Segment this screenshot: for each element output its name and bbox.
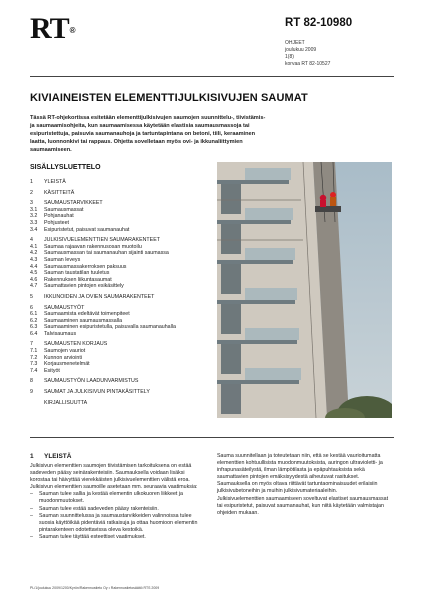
bullet-text: Sauman tulee sallia ja kestää elementin ulkokuoren liikkeet ja muodonmuutokset. bbox=[39, 491, 183, 505]
toc-item-label: Esityöt bbox=[44, 367, 60, 374]
rt-logo bbox=[30, 14, 75, 44]
toc-item bbox=[30, 213, 230, 220]
lead-paragraph: Tässä RT-ohjekortissa esitetään elementtijulkisivujen saumojen suunnittelu-, tiivistämis- ja saumaamisohjeita, kun saumaamisessa käytetään elastisia saumausmassoja tai esipuristettuja, paisuvia saumanauhoja ja tartuntapintana on betoni, tiili, keraaminen laatta, luonnonkivi tai rappaus. Ohjetta sovelletaan myös ovi- ja ikkunaliittymien saumaamiseen. bbox=[30, 115, 266, 153]
toc-item-label: SAUMAUSTARVIKKEET bbox=[44, 200, 103, 207]
toc-item-number: 6 bbox=[30, 304, 33, 311]
toc-item bbox=[30, 277, 230, 284]
header-divider bbox=[30, 76, 394, 77]
toc-item-number: 3 bbox=[30, 200, 33, 207]
toc-item-number: 4.7 bbox=[30, 283, 38, 290]
toc-item bbox=[30, 311, 230, 318]
toc-item-number: 4.1 bbox=[30, 243, 38, 250]
section-number: 1 bbox=[30, 453, 34, 460]
toc-item bbox=[30, 400, 230, 407]
toc-item-number: 7.2 bbox=[30, 354, 38, 361]
toc-item bbox=[30, 207, 230, 214]
toc-item-label: Sauman leveys bbox=[44, 256, 81, 263]
toc-item-label: Saumattavien pintojen esikäsittely bbox=[44, 283, 124, 290]
toc-item bbox=[30, 179, 230, 186]
toc-item-label: YLEISTÄ bbox=[44, 179, 66, 185]
toc-item-number: 2 bbox=[30, 189, 33, 196]
toc-item-label: SAUMAUSTYÖN LAADUNVARMISTUS bbox=[44, 378, 139, 385]
toc-item bbox=[30, 361, 230, 368]
requirement-bullet: – Sauman tulee sallia ja kestää elementin ulkokuoren liikkeet ja muodonmuutokset. bbox=[30, 491, 202, 505]
toc-item-label: IKKUNOIDEN JA OVIEN SAUMARAKENTEET bbox=[44, 293, 155, 300]
toc-item-number: 4.5 bbox=[30, 270, 38, 277]
section-title: YLEISTÄ bbox=[44, 453, 72, 460]
toc-item-label: Pohjusteet bbox=[44, 219, 70, 226]
toc-item-number: 4.6 bbox=[30, 276, 38, 283]
facade-illustration bbox=[217, 162, 392, 418]
section1-paragraph-2: Julkisivun elementtien saumoille asetetaan mm. seuraavia vaatimuksia: bbox=[30, 484, 198, 491]
toc-item bbox=[30, 294, 230, 301]
toc-item-number: 1 bbox=[30, 179, 33, 185]
toc-item bbox=[30, 244, 230, 251]
requirement-bullet: – Sauman tulee estää sadeveden pääsy rakenteisiin. bbox=[30, 505, 159, 512]
building-facade-photo bbox=[217, 162, 392, 418]
toc-item-number: 7.4 bbox=[30, 367, 38, 374]
bullet-text: Sauman suunnittelussa ja saumaustarvikkeiden valinnoissa tulee suosia käyttöikää pidentäviä ratkaisuja ja ottaa huomioon elementin pintarakenteen odotettavissa oleva kestoikä. bbox=[39, 512, 198, 533]
toc-heading: SISÄLLYSLUETTELO bbox=[30, 164, 101, 171]
toc-item-label: SAUMAUSTEN KORJAUS bbox=[44, 341, 108, 348]
section1-left-column bbox=[30, 463, 202, 541]
toc-item bbox=[30, 324, 230, 331]
page-footer: PL/1/joulukuu 2009/1200/Kyrön/Rakennustieto Oy • Rakennustietosäätiö RTS 2009 bbox=[30, 586, 160, 590]
toc-item-label: Saumaaminen saumausmassalla bbox=[44, 317, 123, 324]
toc-item-label: Saumausmassat bbox=[44, 206, 84, 213]
toc-item-number: 5 bbox=[30, 293, 33, 300]
toc-item-number: 6.4 bbox=[30, 330, 38, 337]
toc-item-label: Saumausmassan tai saumanauhan sijainti saumassa bbox=[44, 250, 169, 257]
toc-item bbox=[30, 341, 230, 348]
toc-item-label: KÄSITTEITÄ bbox=[44, 189, 75, 196]
toc-item-number: 3.2 bbox=[30, 213, 38, 220]
logo-text: RT bbox=[30, 12, 69, 45]
toc-item bbox=[30, 355, 230, 362]
toc-item-label: SAUMAT JA JULKISIVUN PINTAKÄSITTELY bbox=[44, 389, 150, 396]
toc-item bbox=[30, 257, 230, 264]
toc-item bbox=[30, 378, 230, 385]
toc-item-label: JULKISIVUELEMENTTIEN SAUMARAKENTEET bbox=[44, 237, 160, 244]
toc-item bbox=[30, 348, 230, 355]
toc-item bbox=[30, 305, 230, 312]
toc-item-label: Pohjanauhat bbox=[44, 213, 74, 220]
toc-item bbox=[30, 270, 230, 277]
toc-item-number: 7 bbox=[30, 341, 33, 348]
toc-item bbox=[30, 318, 230, 325]
toc-item-label: Saumojen vauriot bbox=[44, 348, 86, 355]
toc-item bbox=[30, 190, 230, 197]
section-divider bbox=[30, 437, 394, 438]
toc-item bbox=[30, 264, 230, 271]
table-of-contents bbox=[30, 179, 230, 406]
toc-item bbox=[30, 220, 230, 227]
toc-item-number bbox=[30, 400, 44, 407]
meta-date: joulukuu 2009 bbox=[285, 47, 317, 53]
toc-item-label: Sauman taustatilan tuuletus bbox=[44, 270, 110, 277]
toc-item-number: 7.3 bbox=[30, 361, 38, 368]
toc-item-label: Rakennuksen liikuntasaumat bbox=[44, 276, 112, 283]
meta-page: 1(8) bbox=[285, 54, 294, 60]
toc-item bbox=[30, 200, 230, 207]
requirement-bullet: – Sauman tulee täyttää esteettiset vaatimukset. bbox=[30, 533, 146, 540]
toc-item-number: 9 bbox=[30, 389, 33, 396]
toc-item bbox=[30, 227, 230, 234]
section1-right-paragraph-1: Sauma suunnitellaan ja toteutetaan niin, että se kestää vaurioitumatta elementtien kohtuullisista muodonmuutoksista, auringon ultravioletti- ja infrapunasäteilystä, ilman lämpötilasta ja epäpuhtauksista sekä saumattavien pintojen emäksisyydestä aiheutuvat rasitukset. Saumauksella on myös oltava riittävät tartuntaominaisuudet erilaisiin julkisivubetoneihin ja muihin julkisivumateriaaleihin. bbox=[217, 453, 383, 495]
toc-item-number: 3.3 bbox=[30, 219, 38, 226]
toc-item-label: Saumaamista edeltävät toimenpiteet bbox=[44, 311, 130, 318]
toc-item bbox=[30, 331, 230, 338]
toc-item-label: KIRJALLISUUTTA bbox=[44, 399, 88, 406]
toc-item-label: SAUMAUSTYÖT bbox=[44, 304, 85, 311]
toc-item-number: 6.3 bbox=[30, 324, 38, 331]
toc-item-label: Saumaa rajaavan rakennusosan muotoilu bbox=[44, 243, 142, 250]
toc-item bbox=[30, 389, 230, 396]
toc-item-number: 4.2 bbox=[30, 250, 38, 257]
toc-item-label: Saumausmassakerroksen paksuus bbox=[44, 263, 127, 270]
toc-item bbox=[30, 283, 230, 290]
toc-item bbox=[30, 250, 230, 257]
bullet-text: Sauman tulee täyttää esteettiset vaatimukset. bbox=[39, 533, 146, 540]
requirement-bullet: – Sauman suunnittelussa ja saumaustarvikkeiden valinnoissa tulee suosia käyttöikää pidentäviä ratkaisuja ja ottaa huomioon elementin pintarakenteen odotettavissa oleva kestoikä. bbox=[30, 513, 202, 534]
section1-right-column bbox=[217, 453, 389, 517]
toc-item-number: 4.4 bbox=[30, 263, 38, 270]
toc-item-label: Esipuristetut, paisuvat saumanauhat bbox=[44, 226, 130, 233]
meta-type: OHJEET bbox=[285, 40, 305, 46]
toc-item-number: 4.3 bbox=[30, 256, 38, 263]
toc-item-number: 7.1 bbox=[30, 348, 38, 355]
bullet-text: Sauman tulee estää sadeveden pääsy rakenteisiin. bbox=[39, 505, 159, 512]
section1-right-paragraph-2: Julkisivuelementtien saumaamiseen soveltuvat elastiset saumausmassat tai esipuristetut, paisuvat saumanauhat, kun niitä käytetään valmistajan ohjeiden mukaan. bbox=[217, 495, 389, 516]
toc-item bbox=[30, 237, 230, 244]
toc-item-label: Kunnon arviointi bbox=[44, 354, 82, 361]
toc-item-number: 8 bbox=[30, 378, 33, 385]
registered-mark: ® bbox=[69, 26, 75, 35]
section1-paragraph-1: Julkisivun elementtien saumojen tiivistämisen tarkoituksena on estää sadeveden pääsy seinärakenteisiin. Saumauksella voidaan lisäksi korostaa tai häivyttää vierekkäisten julkisivuelementtien välistä eroa. bbox=[30, 463, 192, 484]
toc-item bbox=[30, 368, 230, 375]
toc-item-label: Talvisaumaus bbox=[44, 330, 77, 337]
document-number: RT 82-10980 bbox=[285, 17, 353, 29]
toc-item-number: 4 bbox=[30, 237, 33, 244]
document-meta bbox=[285, 40, 330, 68]
toc-item-number: 6.2 bbox=[30, 317, 38, 324]
toc-item-number: 3.4 bbox=[30, 226, 38, 233]
toc-item-label: Korjausmenetelmät bbox=[44, 361, 90, 368]
meta-replaces: korvaa RT 82-10527 bbox=[285, 61, 331, 67]
toc-item-number: 3.1 bbox=[30, 206, 38, 213]
document-title: KIVIAINEISTEN ELEMENTTIJULKISIVUJEN SAUMAT bbox=[30, 92, 308, 104]
toc-item-label: Saumaaminen esipuristetulla, paisuvalla saumanauhalla bbox=[44, 324, 176, 331]
toc-item-number: 6.1 bbox=[30, 311, 38, 318]
